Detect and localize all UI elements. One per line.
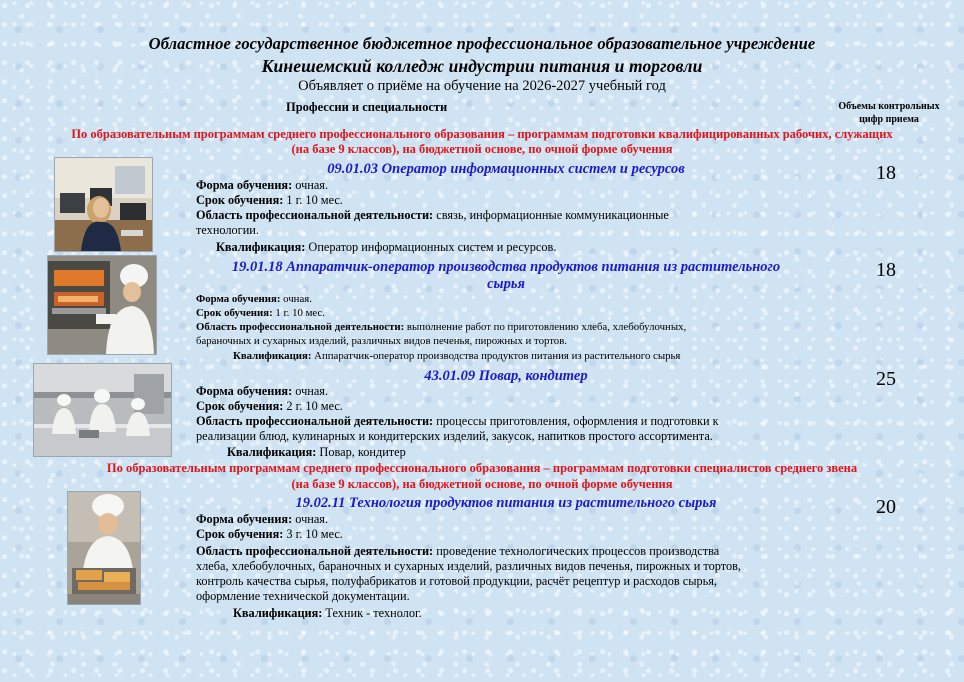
volume-column-header [823, 100, 955, 126]
program-area [196, 321, 686, 334]
term-label: Срок обучения: [196, 527, 284, 541]
baker-oven-image [48, 256, 156, 354]
area-value: проведение технологических процессов производства [433, 544, 720, 558]
qual-value: Техник - технолог. [322, 606, 422, 620]
program-title-line1: 19.01.18 Аппаратчик-оператор производства продуктов питания из растительного [231, 259, 781, 275]
program-form [196, 293, 312, 306]
area-value: выполнение работ по приготовлению хлеба, хлебобулочных, [404, 321, 687, 333]
qual-value: Повар, кондитер [316, 445, 406, 459]
professions-column-header: Профессии и специальности [286, 100, 448, 114]
admission-announcement: Объявляет о приёме на обучение на 2026-2027 учебный год [298, 78, 666, 94]
term-label: Срок обучения: [196, 399, 284, 413]
admission-count: 20 [876, 496, 896, 518]
program-title: 19.02.11 Технология продуктов питания из растительного сырья [295, 495, 717, 511]
volume-header-line2: цифр приема [859, 114, 919, 125]
program-title: 09.01.03 Оператор информационных систем и ресурсов [327, 161, 685, 177]
qual-label: Квалификация: [227, 445, 317, 459]
section2-heading-line2: (на базе 9 классов), на бюджетной основе, по очной форме обучения [291, 477, 673, 491]
form-value: очная. [280, 293, 312, 305]
program-title [196, 259, 816, 293]
term-value: 1 г. 10 мес. [272, 307, 325, 319]
program-term [196, 193, 343, 208]
program-qualification [233, 350, 680, 363]
admission-count: 25 [876, 368, 896, 390]
program-form [196, 512, 328, 527]
area-label: Область профессиональной деятельности: [196, 208, 434, 222]
program-area-cont: технологии. [196, 223, 259, 237]
program-area-cont: оформление технической документации. [196, 589, 410, 603]
computer-lab-image [55, 158, 152, 251]
volume-header-line1: Объемы контрольных [838, 101, 940, 112]
form-value: очная. [292, 384, 329, 398]
computer-lab-photo [54, 157, 153, 252]
kitchen-cooks-image [34, 364, 171, 456]
program-term [196, 399, 343, 414]
program-area-cont: хлеба, хлебобулочных, бараночных и сухарных изделий, различных видов печенья, пирожных и тортов, [196, 559, 741, 573]
section1-heading-line2: (на базе 9 классов), на бюджетной основе, по очной форме обучения [291, 142, 673, 156]
program-area [196, 544, 719, 559]
program-area [196, 414, 719, 429]
institution-name-line: Областное государственное бюджетное профессиональное образовательное учреждение [148, 34, 816, 53]
college-name: Кинешемский колледж индустрии питания и торговли [261, 56, 703, 76]
qual-value: Оператор информационных систем и ресурсов. [305, 240, 557, 254]
kitchen-cooks-photo [33, 363, 172, 457]
program-qualification [227, 445, 406, 460]
program-area [196, 208, 669, 223]
program-area-cont: контроль качества сырья, полуфабрикатов и готовой продукции, расчёт рецептур и расходов сырья, [196, 574, 717, 588]
term-value: 3 г. 10 мес. [283, 527, 343, 541]
program-title-line2: сырья [487, 276, 525, 292]
program-qualification [216, 240, 556, 255]
program-area-cont: бараночных и сухарных изделий, различных видов печенья, пирожных и тортов. [196, 335, 567, 347]
area-label: Область профессиональной деятельности: [196, 321, 405, 333]
qual-label: Квалификация: [233, 350, 312, 362]
qual-label: Квалификация: [233, 606, 323, 620]
area-label: Область профессиональной деятельности: [196, 414, 434, 428]
qual-value: Аппаратчик-оператор производства продуктов питания из растительного сырья [311, 350, 681, 362]
admission-count: 18 [876, 162, 896, 184]
form-label: Форма обучения: [196, 178, 293, 192]
area-label: Область профессиональной деятельности: [196, 544, 434, 558]
term-value: 1 г. 10 мес. [283, 193, 343, 207]
qual-label: Квалификация: [216, 240, 306, 254]
term-value: 2 г. 10 мес. [283, 399, 343, 413]
form-label: Форма обучения: [196, 512, 293, 526]
term-label: Срок обучения: [196, 307, 273, 319]
area-value: процессы приготовления, оформления и подготовки к [433, 414, 719, 428]
form-value: очная. [292, 512, 329, 526]
program-form [196, 384, 328, 399]
form-label: Форма обучения: [196, 293, 281, 305]
section2-heading-line1: По образовательным программам среднего профессионального образования – программам подготовки специалистов среднего звена [106, 461, 858, 475]
form-label: Форма обучения: [196, 384, 293, 398]
admission-count: 18 [876, 259, 896, 281]
program-area-cont: реализации блюд, кулинарных и кондитерских изделий, закусок, напитков простого ассортимента. [196, 429, 713, 443]
program-title: 43.01.09 Повар, кондитер [424, 368, 588, 384]
term-label: Срок обучения: [196, 193, 284, 207]
section1-heading-line1: По образовательным программам среднего профессионального образования – программам подготовки квалифицированных рабочих, служащих [71, 127, 893, 141]
baker-oven-photo [47, 255, 157, 355]
form-value: очная. [292, 178, 329, 192]
program-qualification [233, 606, 422, 621]
program-term [196, 527, 343, 542]
pastry-chef-image [68, 492, 140, 604]
area-value: связь, информационные коммуникационные [433, 208, 669, 222]
program-term [196, 307, 325, 320]
program-form [196, 178, 328, 193]
pastry-chef-photo [67, 491, 141, 605]
